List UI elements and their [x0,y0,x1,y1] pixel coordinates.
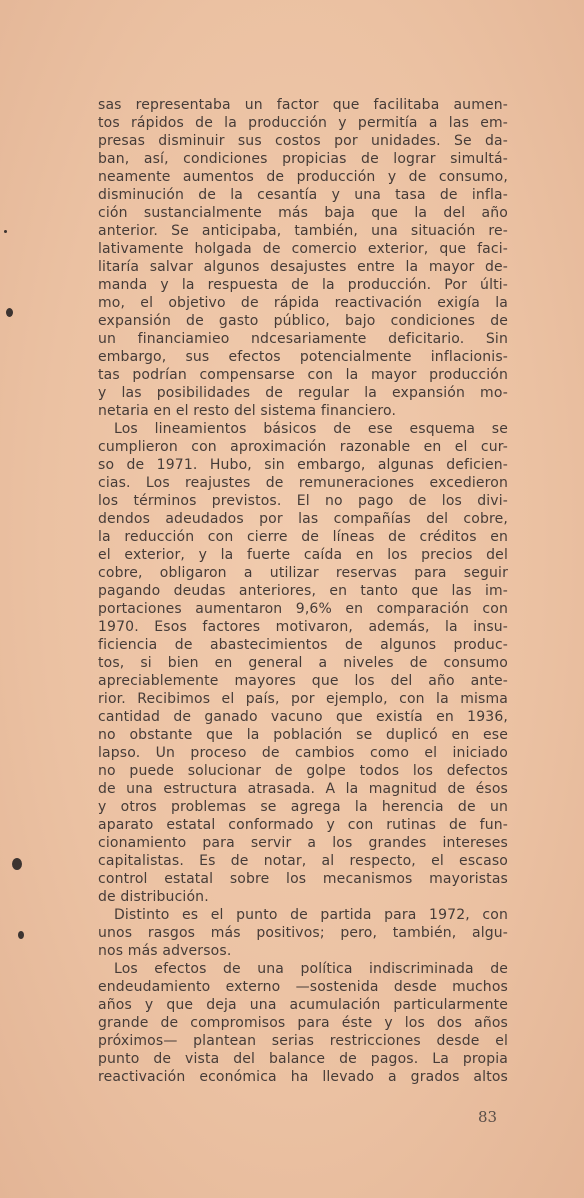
body-text [98,96,508,1086]
text-line: nos más adversos. [98,943,232,959]
text-line: lativamente holgada de comercio exterior, que faci- [98,241,508,257]
text-line: apreciablemente mayores que los del año ante- [98,673,508,689]
text-line: neamente aumentos de producción y de consumo, [98,169,508,185]
text-line: años y que deja una acumulación particularmente [98,997,508,1013]
text-line: la reducción con cierre de líneas de créditos en [98,529,508,545]
text-line: ción sustancialmente más baja que la del año [98,205,508,221]
text-line: disminución de la cesantía y una tasa de infla- [98,187,508,203]
text-line: cantidad de ganado vacuno que existía en 1936, [98,709,508,725]
text-line: unos rasgos más positivos; pero, también, algu- [98,925,508,941]
text-line: embargo, sus efectos potencialmente inflacionis- [98,349,508,365]
text-line: endeudamiento externo —sostenida desde muchos [98,979,508,995]
text-line: cionamiento para servir a los grandes intereses [98,835,508,851]
text-line: cias. Los reajustes de remuneraciones excedieron [98,475,508,491]
text-line: no obstante que la población se duplicó en ese [98,727,508,743]
text-line: tos rápidos de la producción y permitía a las em- [98,115,508,131]
paragraph-2 [98,420,508,906]
text-line: manda y la respuesta de la producción. Por últi- [98,277,508,293]
text-line: pagando deudas anteriores, en tanto que las im- [98,583,508,599]
text-line: de una estructura atrasada. A la magnitud de ésos [98,781,508,797]
text-line: control estatal sobre los mecanismos mayoristas [98,871,508,887]
text-line: 1970. Esos factores motivaron, además, la insu- [98,619,508,635]
text-line: de distribución. [98,889,209,905]
text-line: reactivación económica ha llevado a grados altos [98,1069,508,1085]
text-line: Los efectos de una política indiscriminada de [114,961,508,977]
text-line: so de 1971. Hubo, sin embargo, algunas deficien- [98,457,508,473]
text-line: y las posibilidades de regular la expansión mo- [98,385,508,401]
text-line: dendos adeudados por las compañías del cobre, [98,511,508,527]
page-number: 83 [478,1108,498,1126]
text-line: sas representaba un factor que facilitaba aumen- [98,97,508,113]
paragraph-1 [98,96,508,420]
text-line: aparato estatal conformado y con rutinas de fun- [98,817,508,833]
ink-spot [6,308,13,317]
text-line: netaria en el resto del sistema financiero. [98,403,397,419]
text-line: ban, así, condiciones propicias de lograr simultá- [98,151,508,167]
text-line: rior. Recibimos el país, por ejemplo, con la misma [98,691,508,707]
text-line: cobre, obligaron a utilizar reservas para seguir [98,565,508,581]
text-line: tas podrían compensarse con la mayor producción [98,367,508,383]
text-line: y otros problemas se agrega la herencia de un [98,799,508,815]
ink-spot [12,858,22,870]
text-line: Distinto es el punto de partida para 1972, con [114,907,508,923]
text-line: Los lineamientos básicos de ese esquema se [114,421,508,437]
text-line: presas disminuir sus costos por unidades. Se da- [98,133,508,149]
text-line: mo, el objetivo de rápida reactivación exigía la [98,295,508,311]
text-line: el exterior, y la fuerte caída en los precios del [98,547,508,563]
paragraph-4 [98,960,508,1086]
text-line: tos, si bien en general a niveles de consumo [98,655,508,671]
text-line: punto de vista del balance de pagos. La propia [98,1051,508,1067]
text-line: no puede solucionar de golpe todos los defectos [98,763,508,779]
paragraph-3 [98,906,508,960]
text-line: grande de compromisos para éste y los dos años [98,1015,508,1031]
text-line: anterior. Se anticipaba, también, una situación re- [98,223,508,239]
text-line: próximos— plantean serias restricciones desde el [98,1033,508,1049]
text-line: portaciones aumentaron 9,6% en comparación con [98,601,508,617]
text-line: los términos previstos. El no pago de los divi- [98,493,508,509]
text-line: ficiencia de abastecimientos de algunos produc- [98,637,508,653]
text-line: capitalistas. Es de notar, al respecto, el escaso [98,853,508,869]
ink-spot [4,230,7,233]
text-line: expansión de gasto público, bajo condiciones de [98,313,508,329]
ink-spot [18,931,24,939]
text-line: un financiamieo ndcesariamente deficitario. Sin [98,331,508,347]
text-line: cumplieron con aproximación razonable en el cur- [98,439,508,455]
text-line: litaría salvar algunos desajustes entre la mayor de- [98,259,508,275]
text-line: lapso. Un proceso de cambios como el iniciado [98,745,508,761]
